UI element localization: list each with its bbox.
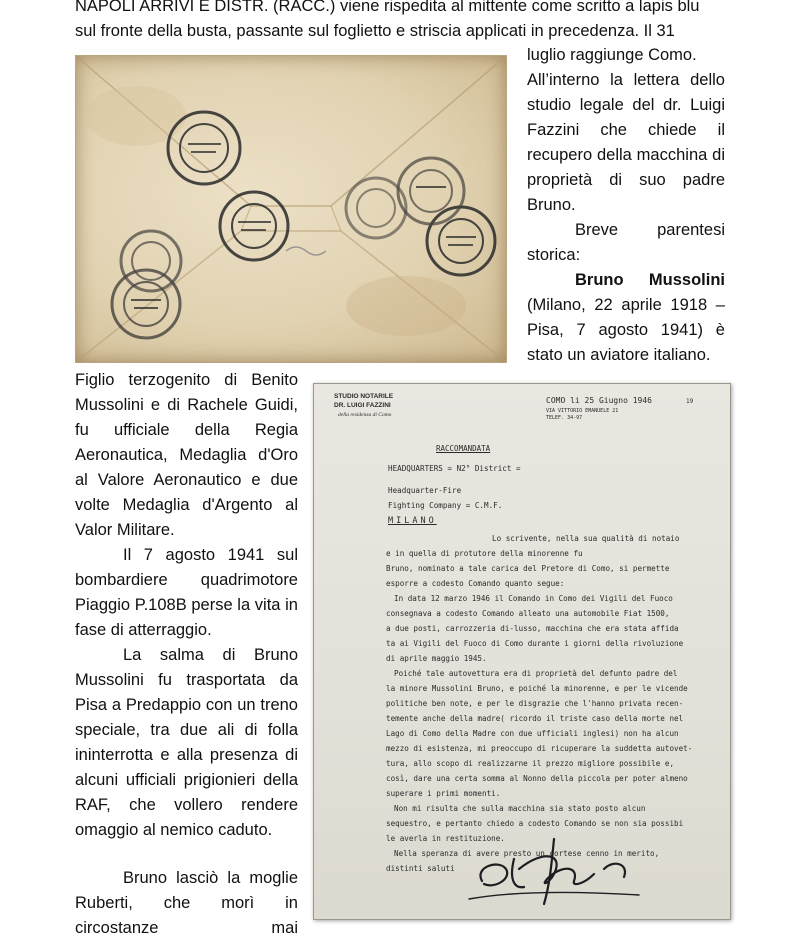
letter-to-4: MILANO	[388, 516, 437, 526]
letter-body-line: Lo scrivente, nella sua qualità di notaio	[492, 534, 680, 543]
letter-to-1: HEADQUARTERS = N2° District =	[388, 464, 521, 473]
letter-body-line: tura, allo scopo di realizzarne il prezzo migliore possibile e,	[386, 759, 675, 768]
letter-year-suffix: 19	[686, 398, 694, 405]
letter-body-line: ta ai Vigili del Fuoco di Como durante i giorni della rivoluzione	[386, 639, 684, 648]
letter-body-line: politiche ben note, e per le disgrazie che l'hanno privata recen-	[386, 699, 684, 708]
letter-phone: TELEF. 34-97	[546, 415, 583, 421]
letter-body-line: la minore Mussolini Bruno, e poiché la minorenne, e per le vicende	[386, 684, 688, 693]
letter-body-line: di aprile maggio 1945.	[386, 654, 487, 663]
left-para-2: Il 7 agosto 1941 sul bombardiere quadrimotore Piaggio P.108B perse la vita in fase di atterraggio.	[75, 546, 298, 639]
left-para-4: Bruno lasciò la moglie Ruberti, che morì in circostanze mai	[75, 869, 298, 937]
letter-body-line: sequestro, e pertanto chiedo a codesto Comando se non sia possibi	[386, 819, 684, 828]
right-para-2: Breve parentesi storica:	[527, 221, 725, 264]
letter-body-line: temente anche della madre( ricordo il triste caso della morte nel	[386, 714, 684, 723]
letter-raccomandata: RACCOMANDATA	[436, 444, 491, 453]
letter-studio-line-3: della residenza di Como	[338, 412, 392, 418]
letter-body-line: le averla in restituzione.	[386, 834, 505, 843]
top-text-line-1: NAPOLI ARRIVI E DISTR. (RACC.) viene rispedita al mittente come scritto a lapis blu	[75, 0, 700, 15]
letter-body-line: In data 12 marzo 1946 il Comando in Como dei Vigili del Fuoco	[394, 594, 673, 603]
top-text-line-2: sul fronte della busta, passante sul foglietto e striscia applicati in precedenza. Il 31	[75, 22, 675, 40]
envelope-back-drawing	[76, 56, 506, 362]
letter-body-line: consegnava a codesto Comando alleato una automobile Fiat 1500,	[386, 609, 670, 618]
right-bio	[527, 268, 725, 368]
letter-body-line: così, dare una certa somma al Nonno della piccola per poter almeno	[386, 774, 688, 783]
letter-body-line: Poiché tale autovettura era di proprietà del defunto padre del	[394, 669, 678, 678]
letter-body-line: Non mi risulta che sulla macchina sia stato posto alcun	[394, 804, 646, 813]
letter-to-3: Fighting Company = C.M.F.	[388, 501, 503, 510]
envelope-photo	[75, 55, 507, 363]
letter-address: VIA VITTORIO EMANUELE 21	[546, 408, 619, 414]
bio-name: Bruno Mussolini	[575, 271, 725, 289]
letter-date: COMO li 25 Giugno 1946	[546, 396, 652, 405]
letter-to-2: Headquarter-Fire	[388, 486, 462, 495]
letter-body-line: distinti saluti	[386, 864, 455, 873]
bio-rest: (Milano, 22 aprile 1918 – Pisa, 7 agosto 1941) è stato un aviatore italiano.	[527, 296, 725, 364]
letter-body-line: a due posti, carrozzeria di-lusso, macchina che era stata affida	[386, 624, 679, 633]
letter-body-line: Nella speranza di avere presto un cortese cenno in merito,	[394, 849, 660, 858]
left-para-3: La salma di Bruno Mussolini fu trasportata da Pisa a Predappio con un treno speciale, tra due ali di folla ininterrotta e alla presenza di alcuni ufficiali prigionieri della RAF, che vollero rendere omaggio al nemico caduto.	[75, 646, 298, 839]
letter-body-line: Bruno, nominato a tale carica del Pretore di Como, si permette	[386, 564, 670, 573]
letter-body-line: superare i primi momenti.	[386, 789, 501, 798]
letter-body-line: e in quella di protutore della minorenne fu	[386, 549, 583, 558]
letter-body-line: mezzo di esistenza, mi preoccupo di ricuperare la suddetta autovet-	[386, 744, 693, 753]
letter-body-line: esporre a codesto Comando quanto segue:	[386, 579, 565, 588]
letter-studio-line-2: DR. LUIGI FAZZINI	[334, 402, 391, 409]
letter-photo	[313, 383, 731, 920]
left-para-1: Figlio terzogenito di Benito Mussolini e di Rachele Guidi, fu ufficiale della Regia Aeronautica, Medaglia d'Oro al Valore Aeronautico e due volte Medaglia d'Argento al Valor Militare.	[75, 371, 298, 539]
right-line-1: luglio raggiunge Como.	[527, 46, 697, 64]
letter-body-line: Lago di Como della Madre con due ufficiali inglesi) non ha alcun	[386, 729, 679, 738]
signature	[454, 829, 654, 909]
right-para-1: All’interno la lettera dello studio legale del dr. Luigi Fazzini che chiede il recupero della macchina di proprietà di suo padre Bruno.	[527, 71, 725, 214]
letter-studio-line-1: STUDIO NOTARILE	[334, 393, 394, 400]
